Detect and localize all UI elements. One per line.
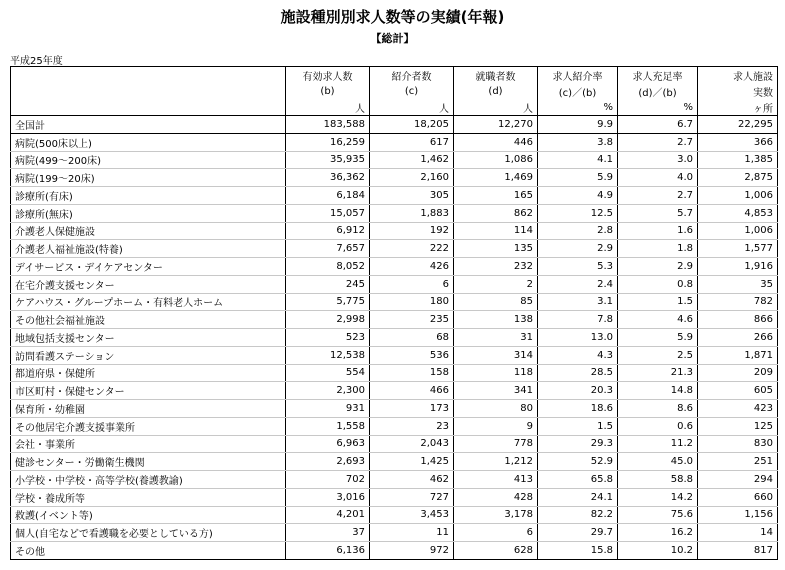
placements-cell: 31 xyxy=(454,329,538,347)
referrals-cell: 68 xyxy=(370,329,454,347)
facility-count-cell: 266 xyxy=(698,329,778,347)
referrals-cell: 466 xyxy=(370,382,454,400)
active-openings-cell: 702 xyxy=(286,471,370,489)
page-title: 施設種別別求人数等の実績(年報) xyxy=(280,8,505,26)
referral-rate-cell: 2.4 xyxy=(538,275,618,293)
referral-rate-cell: 2.9 xyxy=(538,240,618,258)
referral-rate-cell: 4.9 xyxy=(538,187,618,205)
referral-rate-cell: 9.9 xyxy=(538,116,618,134)
referral-rate-cell: 7.8 xyxy=(538,311,618,329)
placements-cell: 628 xyxy=(454,542,538,560)
table-row xyxy=(11,417,778,435)
facility-count-cell: 1,006 xyxy=(698,222,778,240)
header-cell xyxy=(11,67,286,84)
header-fill-rate: 求人充足率 xyxy=(618,67,698,84)
facility-count-cell: 294 xyxy=(698,471,778,489)
active-openings-cell: 183,588 xyxy=(286,116,370,134)
fill-rate-cell: 21.3 xyxy=(618,364,698,382)
table-row xyxy=(11,169,778,187)
placements-cell: 1,469 xyxy=(454,169,538,187)
facility-count-cell: 366 xyxy=(698,133,778,151)
table-row xyxy=(11,133,778,151)
referrals-cell: 222 xyxy=(370,240,454,258)
facility-count-cell: 1,577 xyxy=(698,240,778,258)
table-row xyxy=(11,453,778,471)
active-openings-cell: 245 xyxy=(286,275,370,293)
table-row xyxy=(11,187,778,205)
facility-count-cell: 423 xyxy=(698,400,778,418)
table-row xyxy=(11,346,778,364)
fill-rate-cell: 58.8 xyxy=(618,471,698,489)
referral-rate-cell: 28.5 xyxy=(538,364,618,382)
referrals-cell: 180 xyxy=(370,293,454,311)
facility-type-cell: 介護老人福祉施設(特養) xyxy=(11,240,286,258)
table-row xyxy=(11,542,778,560)
unit-label: % xyxy=(538,99,618,116)
fill-rate-cell: 5.9 xyxy=(618,329,698,347)
page-subtitle: 【総計】 xyxy=(370,32,415,45)
active-openings-cell: 6,136 xyxy=(286,542,370,560)
placements-cell: 428 xyxy=(454,488,538,506)
header-formula-c: (c) xyxy=(370,83,454,99)
active-openings-cell: 15,057 xyxy=(286,204,370,222)
referral-rate-cell: 12.5 xyxy=(538,204,618,222)
header-referrals: 紹介者数 xyxy=(370,67,454,84)
table-body xyxy=(11,116,778,560)
facility-count-cell: 2,875 xyxy=(698,169,778,187)
table-row xyxy=(11,222,778,240)
active-openings-cell: 35,935 xyxy=(286,151,370,169)
referrals-cell: 18,205 xyxy=(370,116,454,134)
facility-count-cell: 817 xyxy=(698,542,778,560)
referral-rate-cell: 5.3 xyxy=(538,258,618,276)
table-row xyxy=(11,275,778,293)
active-openings-cell: 16,259 xyxy=(286,133,370,151)
referrals-cell: 426 xyxy=(370,258,454,276)
active-openings-cell: 4,201 xyxy=(286,506,370,524)
referrals-cell: 536 xyxy=(370,346,454,364)
facility-type-cell: 個人(自宅などで看護職を必要としている方) xyxy=(11,524,286,542)
fill-rate-cell: 0.8 xyxy=(618,275,698,293)
referrals-cell: 23 xyxy=(370,417,454,435)
facility-type-cell: 在宅介護支援センター xyxy=(11,275,286,293)
active-openings-cell: 2,998 xyxy=(286,311,370,329)
fill-rate-cell: 2.5 xyxy=(618,346,698,364)
facility-count-cell: 1,871 xyxy=(698,346,778,364)
referral-rate-cell: 4.1 xyxy=(538,151,618,169)
header-placements: 就職者数 xyxy=(454,67,538,84)
header-formula-c-b: (c)／(b) xyxy=(538,83,618,99)
referral-rate-cell: 82.2 xyxy=(538,506,618,524)
referrals-cell: 305 xyxy=(370,187,454,205)
facility-type-cell: 小学校・中学校・高等学校(養護教諭) xyxy=(11,471,286,489)
header-facilities: 求人施設 xyxy=(698,67,778,84)
placements-cell: 2 xyxy=(454,275,538,293)
placements-cell: 413 xyxy=(454,471,538,489)
facility-type-cell: 会社・事業所 xyxy=(11,435,286,453)
referral-rate-cell: 4.3 xyxy=(538,346,618,364)
referrals-cell: 235 xyxy=(370,311,454,329)
table-row xyxy=(11,151,778,169)
referral-rate-cell: 1.5 xyxy=(538,417,618,435)
facility-count-cell: 35 xyxy=(698,275,778,293)
header-formula-d: (d) xyxy=(454,83,538,99)
active-openings-cell: 1,558 xyxy=(286,417,370,435)
table-row xyxy=(11,204,778,222)
facility-type-cell: 地域包括支援センター xyxy=(11,329,286,347)
referrals-cell: 617 xyxy=(370,133,454,151)
fill-rate-cell: 16.2 xyxy=(618,524,698,542)
active-openings-cell: 3,016 xyxy=(286,488,370,506)
table-row xyxy=(11,258,778,276)
table-header xyxy=(11,67,778,116)
referral-rate-cell: 3.8 xyxy=(538,133,618,151)
table-row xyxy=(11,471,778,489)
header-formula-d-b: (d)／(b) xyxy=(618,83,698,99)
header-cell xyxy=(11,83,286,99)
active-openings-cell: 2,300 xyxy=(286,382,370,400)
referral-rate-cell: 3.1 xyxy=(538,293,618,311)
facility-type-cell: 診療所(有床) xyxy=(11,187,286,205)
referral-rate-cell: 15.8 xyxy=(538,542,618,560)
fill-rate-cell: 1.6 xyxy=(618,222,698,240)
facility-count-cell: 209 xyxy=(698,364,778,382)
fill-rate-cell: 5.7 xyxy=(618,204,698,222)
header-referral-rate: 求人紹介率 xyxy=(538,67,618,84)
referral-rate-cell: 29.3 xyxy=(538,435,618,453)
active-openings-cell: 36,362 xyxy=(286,169,370,187)
placements-cell: 1,086 xyxy=(454,151,538,169)
facility-type-cell: その他居宅介護支援事業所 xyxy=(11,417,286,435)
facility-type-cell: 全国計 xyxy=(11,116,286,134)
referrals-cell: 1,462 xyxy=(370,151,454,169)
facility-type-cell: 市区町村・保健センター xyxy=(11,382,286,400)
fill-rate-cell: 45.0 xyxy=(618,453,698,471)
table-row xyxy=(11,293,778,311)
active-openings-cell: 7,657 xyxy=(286,240,370,258)
referrals-cell: 3,453 xyxy=(370,506,454,524)
referrals-cell: 192 xyxy=(370,222,454,240)
placements-cell: 165 xyxy=(454,187,538,205)
facility-count-cell: 22,295 xyxy=(698,116,778,134)
fiscal-year-label: 平成25年度 xyxy=(10,56,63,67)
unit-label: 人 xyxy=(454,99,538,116)
facility-count-cell: 605 xyxy=(698,382,778,400)
referral-rate-cell: 2.8 xyxy=(538,222,618,240)
table-row xyxy=(11,435,778,453)
placements-cell: 6 xyxy=(454,524,538,542)
active-openings-cell: 931 xyxy=(286,400,370,418)
fill-rate-cell: 8.6 xyxy=(618,400,698,418)
facility-type-cell: ケアハウス・グループホーム・有料老人ホーム xyxy=(11,293,286,311)
fill-rate-cell: 1.5 xyxy=(618,293,698,311)
fill-rate-cell: 10.2 xyxy=(618,542,698,560)
referrals-cell: 2,043 xyxy=(370,435,454,453)
unit-label: 人 xyxy=(286,99,370,116)
referral-rate-cell: 13.0 xyxy=(538,329,618,347)
table-row xyxy=(11,506,778,524)
facility-type-cell: 保育所・幼稚園 xyxy=(11,400,286,418)
facility-count-cell: 1,156 xyxy=(698,506,778,524)
placements-cell: 114 xyxy=(454,222,538,240)
table-row xyxy=(11,329,778,347)
referrals-cell: 11 xyxy=(370,524,454,542)
fill-rate-cell: 0.6 xyxy=(618,417,698,435)
facility-type-cell: 学校・養成所等 xyxy=(11,488,286,506)
referral-rate-cell: 52.9 xyxy=(538,453,618,471)
referrals-cell: 158 xyxy=(370,364,454,382)
placements-cell: 85 xyxy=(454,293,538,311)
table-row xyxy=(11,524,778,542)
active-openings-cell: 37 xyxy=(286,524,370,542)
facility-type-cell: デイサービス・デイケアセンター xyxy=(11,258,286,276)
active-openings-cell: 8,052 xyxy=(286,258,370,276)
header-formula-b: (b) xyxy=(286,83,370,99)
table-row xyxy=(11,240,778,258)
unit-label: 人 xyxy=(370,99,454,116)
placements-cell: 862 xyxy=(454,204,538,222)
placements-cell: 118 xyxy=(454,364,538,382)
fill-rate-cell: 3.0 xyxy=(618,151,698,169)
facility-type-cell: 病院(500床以上) xyxy=(11,133,286,151)
placements-cell: 341 xyxy=(454,382,538,400)
header-active-openings: 有効求人数 xyxy=(286,67,370,84)
table-row xyxy=(11,311,778,329)
table-row xyxy=(11,364,778,382)
header-cell xyxy=(11,99,286,116)
results-table xyxy=(10,66,778,560)
facility-type-cell: その他社会福祉施設 xyxy=(11,311,286,329)
facility-count-cell: 14 xyxy=(698,524,778,542)
table-row xyxy=(11,400,778,418)
facility-count-cell: 1,385 xyxy=(698,151,778,169)
referral-rate-cell: 29.7 xyxy=(538,524,618,542)
referrals-cell: 462 xyxy=(370,471,454,489)
unit-label: ヶ所 xyxy=(698,99,778,116)
facility-type-cell: 介護老人保健施設 xyxy=(11,222,286,240)
active-openings-cell: 554 xyxy=(286,364,370,382)
header-actual-count: 実数 xyxy=(698,83,778,99)
facility-count-cell: 782 xyxy=(698,293,778,311)
referrals-cell: 2,160 xyxy=(370,169,454,187)
placements-cell: 446 xyxy=(454,133,538,151)
fill-rate-cell: 4.0 xyxy=(618,169,698,187)
active-openings-cell: 523 xyxy=(286,329,370,347)
placements-cell: 1,212 xyxy=(454,453,538,471)
referrals-cell: 1,425 xyxy=(370,453,454,471)
facility-count-cell: 125 xyxy=(698,417,778,435)
facility-type-cell: 診療所(無床) xyxy=(11,204,286,222)
placements-cell: 9 xyxy=(454,417,538,435)
facility-count-cell: 660 xyxy=(698,488,778,506)
fill-rate-cell: 1.8 xyxy=(618,240,698,258)
facility-type-cell: 病院(199～20床) xyxy=(11,169,286,187)
referrals-cell: 972 xyxy=(370,542,454,560)
active-openings-cell: 5,775 xyxy=(286,293,370,311)
fill-rate-cell: 11.2 xyxy=(618,435,698,453)
referrals-cell: 727 xyxy=(370,488,454,506)
active-openings-cell: 6,184 xyxy=(286,187,370,205)
referral-rate-cell: 18.6 xyxy=(538,400,618,418)
placements-cell: 3,178 xyxy=(454,506,538,524)
facility-count-cell: 4,853 xyxy=(698,204,778,222)
referral-rate-cell: 65.8 xyxy=(538,471,618,489)
facility-type-cell: その他 xyxy=(11,542,286,560)
table-row-total xyxy=(11,116,778,134)
referrals-cell: 1,883 xyxy=(370,204,454,222)
facility-count-cell: 1,916 xyxy=(698,258,778,276)
referral-rate-cell: 24.1 xyxy=(538,488,618,506)
fill-rate-cell: 75.6 xyxy=(618,506,698,524)
placements-cell: 12,270 xyxy=(454,116,538,134)
fill-rate-cell: 2.7 xyxy=(618,133,698,151)
placements-cell: 80 xyxy=(454,400,538,418)
placements-cell: 778 xyxy=(454,435,538,453)
facility-count-cell: 830 xyxy=(698,435,778,453)
placements-cell: 314 xyxy=(454,346,538,364)
facility-type-cell: 都道府県・保健所 xyxy=(11,364,286,382)
fill-rate-cell: 14.2 xyxy=(618,488,698,506)
active-openings-cell: 2,693 xyxy=(286,453,370,471)
active-openings-cell: 6,912 xyxy=(286,222,370,240)
referrals-cell: 6 xyxy=(370,275,454,293)
placements-cell: 135 xyxy=(454,240,538,258)
facility-type-cell: 救護(イベント等) xyxy=(11,506,286,524)
placements-cell: 232 xyxy=(454,258,538,276)
facility-type-cell: 訪問看護ステーション xyxy=(11,346,286,364)
fill-rate-cell: 4.6 xyxy=(618,311,698,329)
referral-rate-cell: 5.9 xyxy=(538,169,618,187)
table-row xyxy=(11,382,778,400)
referral-rate-cell: 20.3 xyxy=(538,382,618,400)
unit-label: % xyxy=(618,99,698,116)
table-row xyxy=(11,488,778,506)
fill-rate-cell: 2.7 xyxy=(618,187,698,205)
fill-rate-cell: 14.8 xyxy=(618,382,698,400)
placements-cell: 138 xyxy=(454,311,538,329)
fill-rate-cell: 6.7 xyxy=(618,116,698,134)
active-openings-cell: 12,538 xyxy=(286,346,370,364)
facility-type-cell: 健診センター・労働衛生機関 xyxy=(11,453,286,471)
facility-type-cell: 病院(499～200床) xyxy=(11,151,286,169)
facility-count-cell: 1,006 xyxy=(698,187,778,205)
facility-count-cell: 251 xyxy=(698,453,778,471)
referrals-cell: 173 xyxy=(370,400,454,418)
active-openings-cell: 6,963 xyxy=(286,435,370,453)
fill-rate-cell: 2.9 xyxy=(618,258,698,276)
facility-count-cell: 866 xyxy=(698,311,778,329)
